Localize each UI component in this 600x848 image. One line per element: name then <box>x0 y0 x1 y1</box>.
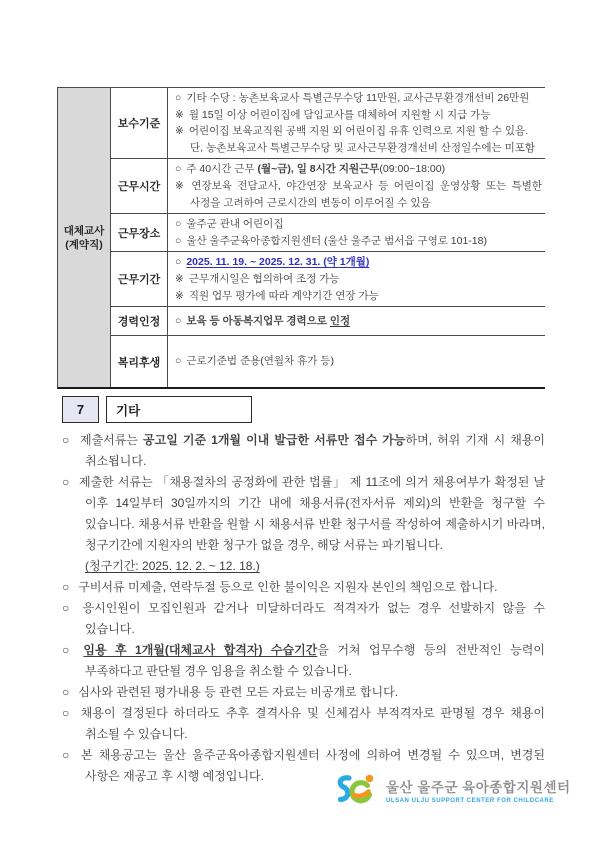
row-content <box>168 214 545 251</box>
table-row <box>111 336 545 387</box>
text-segment: 제출서류는 <box>80 433 144 447</box>
row-content <box>168 88 545 158</box>
row-label: 근무기간 <box>111 252 168 306</box>
text-segment: 직원 업무 평가에 따라 계약기간 연장 가능 <box>188 289 379 302</box>
employment-conditions-table <box>57 87 545 389</box>
group-label-line2: (계약직) <box>65 238 103 251</box>
circle-marker: ○ <box>62 706 72 720</box>
circle-marker: ○ <box>175 163 182 176</box>
circle-marker: ○ <box>175 314 182 327</box>
text-segment: 근로기준법 준용(연월차 휴가 등) <box>186 355 334 368</box>
reference-marker: ※ <box>175 272 184 285</box>
text-segment: 을 거쳐 업무수행 등의 전반적인 능력이 부족하다고 판단될 경우 임용을 취소할 수 있습니다. <box>85 643 545 678</box>
table-rows <box>111 88 545 387</box>
text-segment: 기타 수당 : 농촌보육교사 특별근무수당 11만원, 교사근무환경개선비 26만원 <box>186 92 530 104</box>
circle-marker: ○ <box>175 92 182 104</box>
text-segment: 응시인원이 모집인원과 같거나 미달하더라도 적격자가 없는 경우 선발하지 않을 수 있습니다. <box>82 601 546 636</box>
content-line <box>175 161 542 178</box>
table-row <box>111 252 545 307</box>
text-segment: 채용이 결정된다 하더라도 추후 결격사유 및 신체검사 부적격자로 판명될 경우 채용이 취소될 수 있습니다. <box>80 706 545 741</box>
text-segment: 단, 농촌보육교사 특별근무수당 및 교사근무환경개선비 산정일수에는 미포함 <box>190 141 535 154</box>
text-segment: 본 채용공고는 울산 울주군육아종합지원센터 사정에 의하여 변경될 수 있으며, 변경된 사항은 재공고 후 시행 예정입니다. <box>81 748 545 783</box>
text-segment: 주 40시간 근무 <box>186 163 258 176</box>
reference-marker: ※ <box>175 289 184 302</box>
text-segment: 심사와 관련된 평가내용 등 관련 모든 자료는 비공개로 합니다. <box>78 685 399 699</box>
footer-org-name: 울산 울주군 육아종합지원센터 <box>386 780 571 795</box>
section-title-box: 기타 <box>106 396 252 423</box>
content-line <box>175 254 542 271</box>
table-row <box>111 214 545 252</box>
row-label: 근무시간 <box>111 159 168 213</box>
content-line <box>175 313 542 330</box>
reference-marker: ※ <box>175 125 184 138</box>
row-label: 근무장소 <box>111 214 168 251</box>
content-line <box>175 178 542 211</box>
continuation-line <box>85 556 545 577</box>
content-line <box>175 216 542 233</box>
text-segment: (청구기간: 2025. 12. 2. ~ 12. 18.) <box>85 559 260 573</box>
content-line <box>175 107 542 124</box>
circle-marker: ○ <box>175 234 182 247</box>
text-segment: 제출한 서류는 「채용절차의 공정화에 관한 법률」 제 11조에 의거 채용여부가 확정된 날 이후 14일부터 30일까지의 기간 내에 채용서류(전자서류 제외)의 반환을 청구할 수 있습니다. 채용서류 반환을 원할 시 채용서류 반환 청구서를 작성하여 제출하시기 바라며, 청구기간에 지원자의 반환 청구가 없을 경우, 해당 서류는 파기됩니다. <box>79 475 546 552</box>
text-segment: 어린이집 보육교직원 공백 지원 외 어린이집 유휴 인력으로 지원 할 수 있음. <box>188 125 529 138</box>
text-segment: 인정 <box>329 314 351 327</box>
row-content <box>168 336 545 387</box>
circle-marker: ○ <box>62 748 73 762</box>
text-segment: 공고일 기준 1개월 이내 발급한 서류만 접수 가능 <box>143 433 406 447</box>
note-item <box>62 430 545 472</box>
content-line <box>175 353 542 370</box>
circle-marker: ○ <box>175 355 182 368</box>
note-item <box>62 640 545 682</box>
section-header <box>62 396 252 423</box>
circle-marker: ○ <box>62 685 70 699</box>
text-segment: 월 15일 이상 어린이집에 담임교사를 대체하여 지원할 시 지급 가능 <box>188 108 491 121</box>
table-row <box>111 159 545 214</box>
circle-marker: ○ <box>175 218 182 231</box>
text-segment: (09:00~18:00) <box>379 163 446 176</box>
note-item <box>62 703 545 745</box>
circle-marker: ○ <box>62 643 75 657</box>
text-segment: 근무개시일은 협의하여 조정 가능 <box>188 272 340 285</box>
circle-marker: ○ <box>62 601 74 615</box>
content-line <box>175 140 542 157</box>
content-line <box>175 271 542 288</box>
table-row <box>111 88 545 159</box>
circle-marker: ○ <box>62 475 70 489</box>
circle-marker: ○ <box>62 580 70 594</box>
content-line <box>175 233 542 250</box>
section-number-box: 7 <box>62 396 99 423</box>
table-row <box>111 307 545 336</box>
row-label: 복리후생 <box>111 336 168 387</box>
text-segment: 울주군 관내 어린이집 <box>186 218 284 231</box>
text-segment: 보육 등 아동복지업무 경력으로 <box>186 314 330 327</box>
reference-marker: ※ <box>175 108 184 121</box>
text-segment: 임용 후 1개월(대체교사 합격자) 수습기간 <box>83 643 318 657</box>
text-segment: 연장보육 전담교사, 야간연장 보육교사 등 어린이집 운영상황 또는 특별한 사정을 고려하여 근로시간의 변동이 이루어질 수 있음 <box>190 179 542 209</box>
text-segment: 구비서류 미제출, 연락두절 등으로 인한 불이익은 지원자 본인의 책임으로 합니다. <box>78 580 498 594</box>
content-line <box>175 90 542 107</box>
note-item <box>62 682 545 703</box>
group-label-line1: 대체교사 <box>63 224 105 237</box>
text-segment: 울산 울주군육아종합지원센터 (울산 울주군 범서읍 구영로 101-18) <box>186 234 487 247</box>
content-line <box>175 288 542 305</box>
note-item <box>62 472 545 577</box>
row-content <box>168 307 545 335</box>
content-line <box>175 123 542 140</box>
note-item <box>62 598 545 640</box>
footer-org-name-en: ULSAN ULJU SUPPORT CENTER FOR CHILDCARE <box>386 798 554 804</box>
footer-logo <box>332 771 571 809</box>
reference-marker: ※ <box>175 179 187 192</box>
row-label: 경력인정 <box>111 307 168 335</box>
text-segment: 하며, 허위 기재 시 채용이 취소됩니다. <box>85 433 546 468</box>
footer-logo-texts <box>386 776 571 804</box>
text-segment: 2025. 11. 19. ~ 2025. 12. 31. (약 1개월) <box>186 256 370 269</box>
note-item <box>62 577 545 598</box>
circle-marker: ○ <box>175 256 182 269</box>
text-segment: (월~금), 일 8시간 지원근무 <box>257 163 380 176</box>
center-logo-icon <box>332 771 380 809</box>
notes-list <box>62 430 545 787</box>
row-label: 보수기준 <box>111 88 168 158</box>
row-content <box>168 159 545 213</box>
circle-marker: ○ <box>62 433 71 447</box>
table-group-cell <box>58 88 111 387</box>
row-content <box>168 252 545 306</box>
